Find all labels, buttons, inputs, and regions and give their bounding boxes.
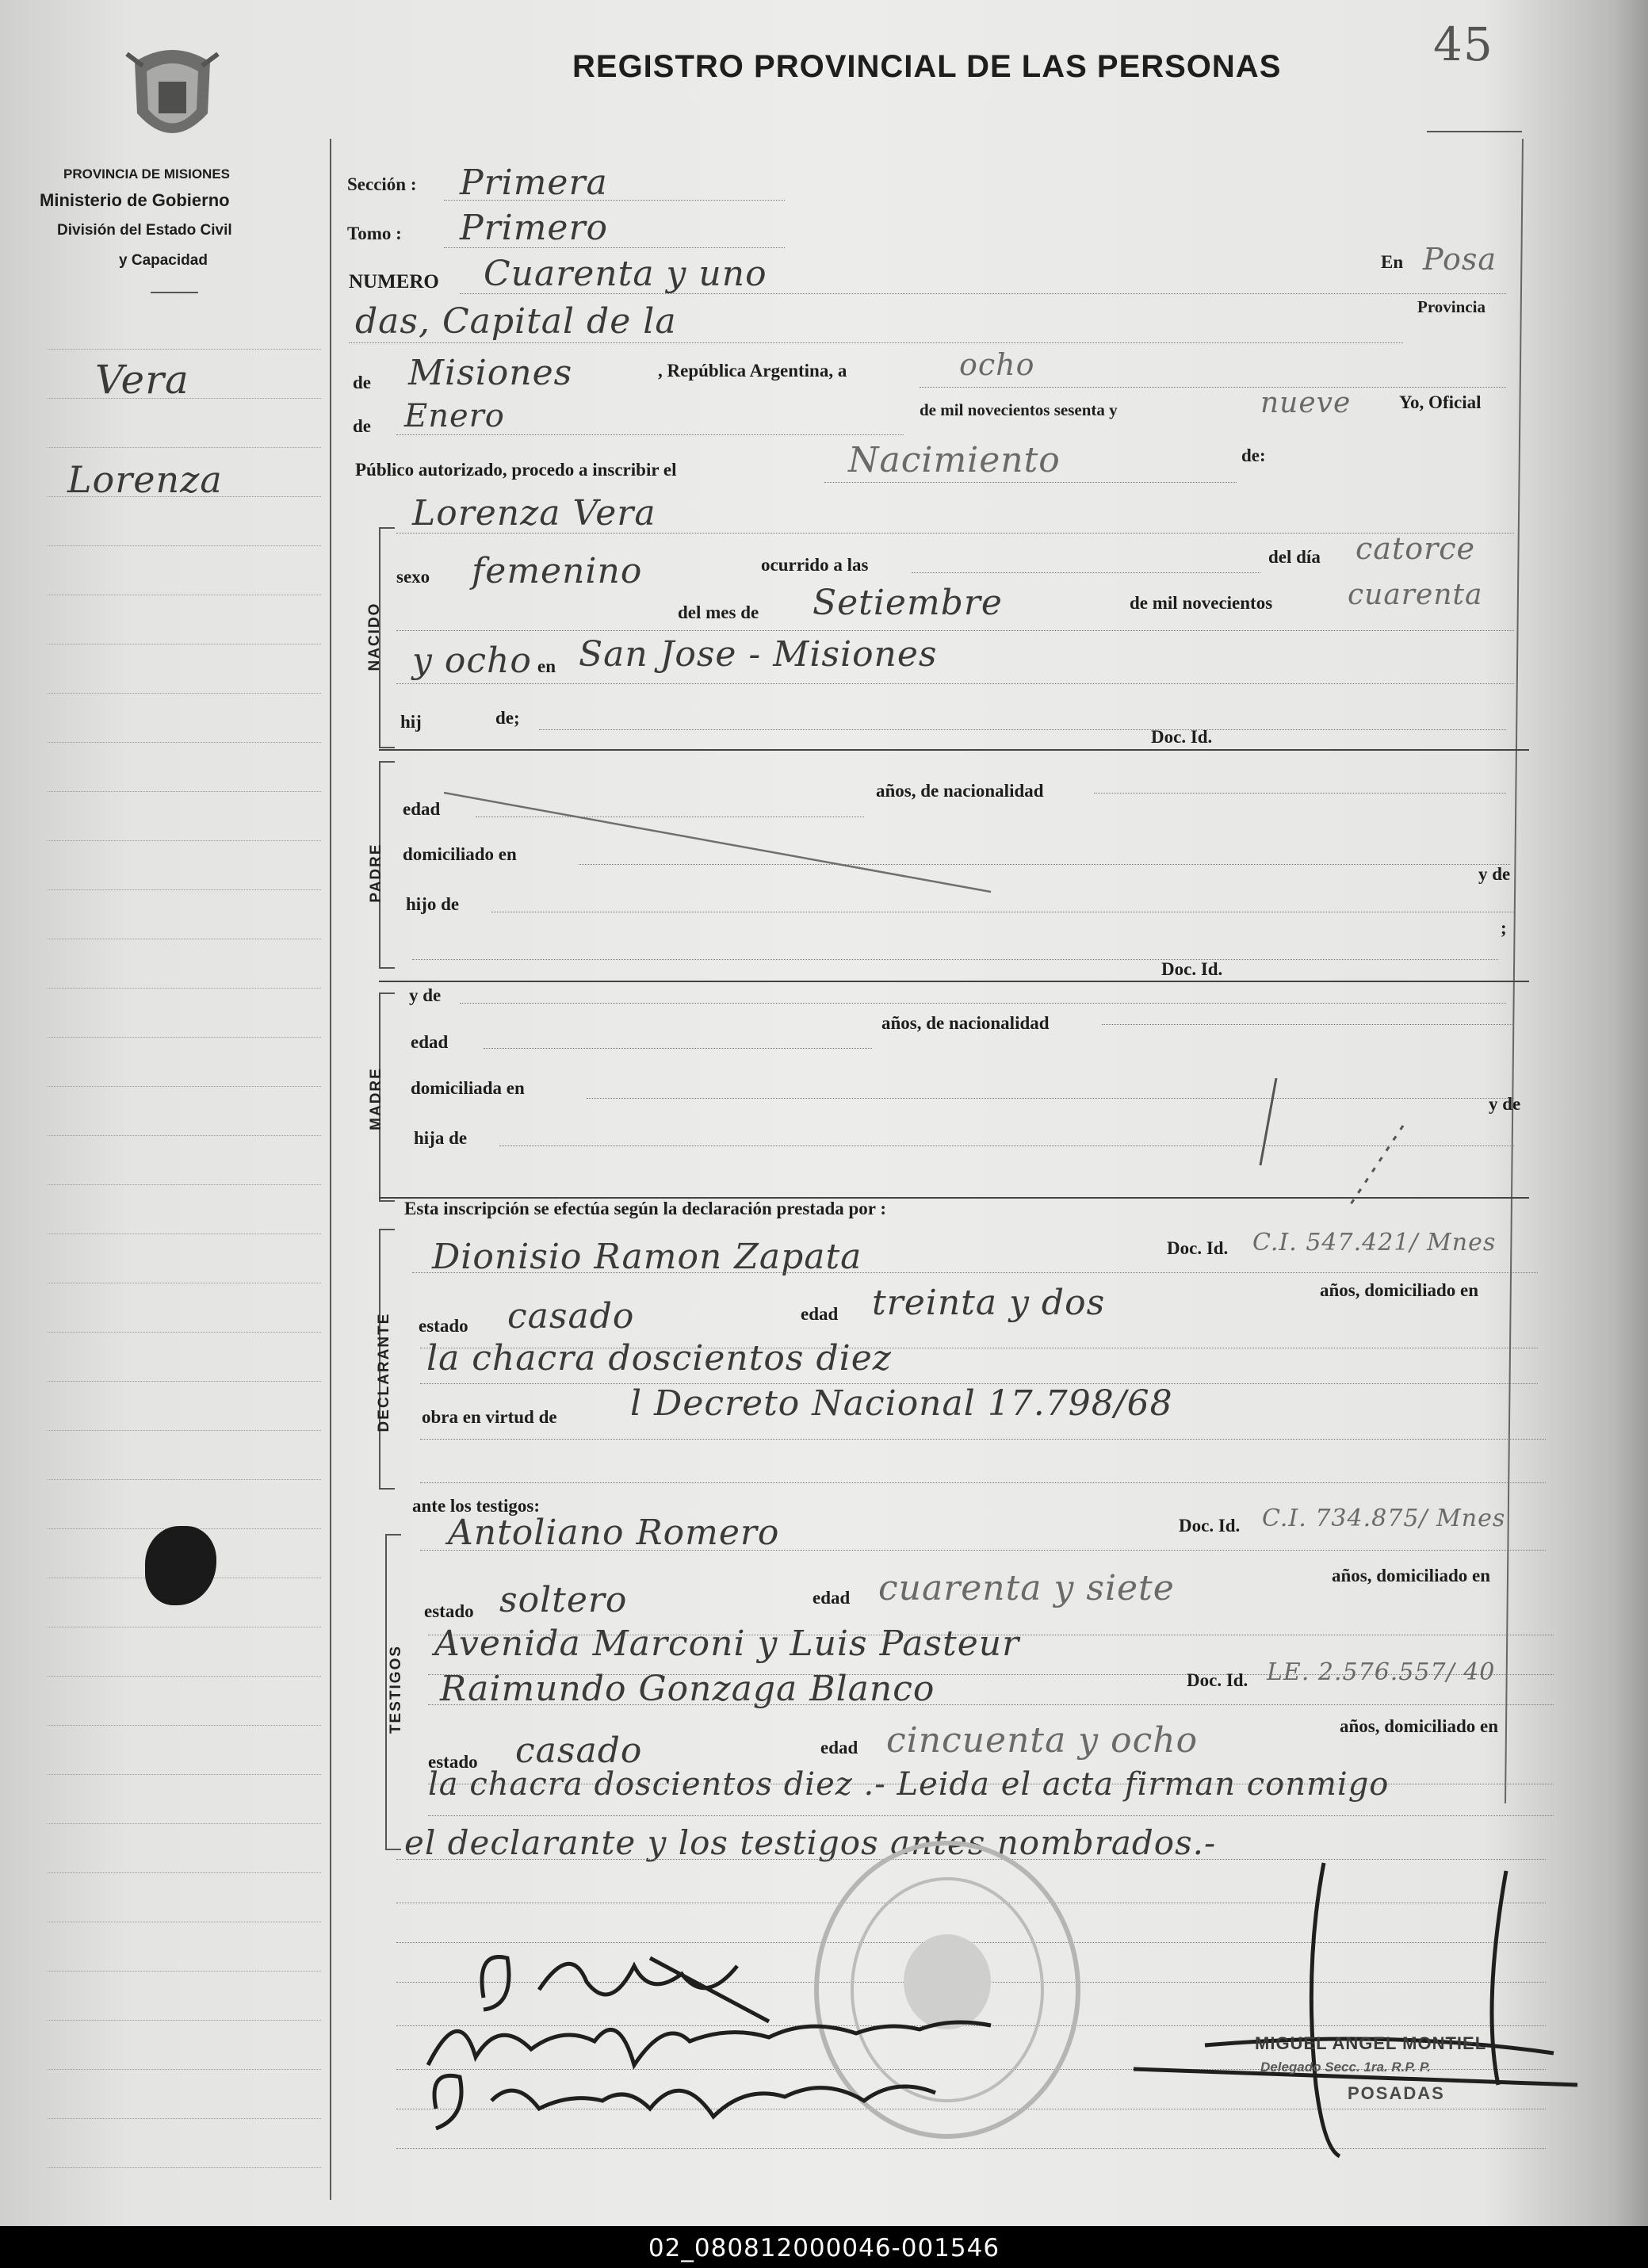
declarante-name: Dionisio Ramon Zapata [432, 1237, 862, 1277]
section-padre: PADRE [368, 843, 384, 903]
testigo2-name: Raimundo Gonzaga Blanco [440, 1669, 935, 1709]
stamp-name: MIGUEL ANGEL MONTIEL [1255, 2033, 1487, 2053]
margin-line [48, 644, 321, 645]
margin-line [48, 595, 321, 596]
section-nacido: NACIDO [366, 602, 383, 671]
margin-line [48, 693, 321, 694]
seccion-label: Sección : [347, 174, 417, 194]
nacido-doc-label: Doc. Id. [1151, 727, 1213, 747]
office-divider [151, 292, 198, 293]
section-testigos: TESTIGOS [388, 1644, 404, 1734]
office-line-4: y Capacidad [119, 252, 208, 269]
section-madre: MADRE [368, 1067, 384, 1130]
day-value: ocho [959, 347, 1035, 382]
ocurrido-label: ocurrido a las [761, 555, 869, 575]
margin-line [48, 1725, 321, 1727]
anio-b-value: y ocho [412, 641, 532, 681]
city-value: das, Capital de la [355, 301, 677, 342]
margin-line [48, 545, 321, 547]
madre-dom-label: domiciliada en [411, 1078, 525, 1098]
margin-line [48, 1872, 321, 1874]
stamp-role: Delegado Secc. 1ra. R.P. P. [1260, 2060, 1431, 2075]
declarante-estado: casado [507, 1296, 635, 1337]
folio-number: 45 [1433, 17, 1493, 71]
office-line-2: Ministerio de Gobierno [40, 190, 230, 210]
month-value: Enero [404, 398, 505, 434]
sexo-label: sexo [396, 567, 430, 587]
person-name: Lorenza Vera [412, 493, 656, 534]
closing-text: el declarante y los testigos antes nombrados.- [404, 1823, 1217, 1862]
ink-blot [145, 1526, 216, 1605]
margin-line [48, 1381, 321, 1383]
lugar-value: San Jose - Misiones [579, 634, 938, 675]
obra-value: l Decreto Nacional 17.798/68 [630, 1383, 1173, 1424]
en-value: Posa [1423, 242, 1497, 277]
testigo2-edad-label: edad [820, 1738, 858, 1757]
declarante-estado-label: estado [419, 1316, 468, 1336]
declarante-doc-label: Doc. Id. [1167, 1238, 1229, 1258]
margin-line [48, 1135, 321, 1137]
margin-line [48, 1676, 321, 1677]
testigo2-estado: casado [515, 1731, 643, 1771]
year-label: de mil novecientos sesenta y [920, 400, 1118, 419]
padre-edad-label: edad [403, 799, 441, 819]
hij-label: hij [400, 712, 422, 732]
dia-value: catorce [1355, 531, 1476, 566]
margin-line [48, 2069, 321, 2071]
de2-label: de [353, 416, 371, 436]
obra-label: obra en virtud de [422, 1407, 557, 1427]
margin-line [48, 1086, 321, 1088]
madre-yde-top-label: y de [409, 985, 442, 1005]
margin-line [48, 1823, 321, 1825]
padre-dom-label: domiciliado en [403, 844, 517, 864]
margin-line [48, 1774, 321, 1776]
anio-a-value: cuarenta [1348, 579, 1483, 611]
section-declarante: DECLARANTE [376, 1312, 392, 1432]
stamp-city: POSADAS [1348, 2083, 1445, 2103]
testigo1-dom-label: años, domiciliado en [1332, 1566, 1491, 1585]
mil-label: de mil novecientos [1130, 593, 1273, 613]
margin-surname: Vera [95, 357, 189, 403]
provincial-crest-icon [119, 38, 226, 157]
right-border [1505, 139, 1524, 1803]
madre-anios-label: años, de nacionalidad [881, 1013, 1050, 1033]
margin-line [48, 349, 321, 350]
padre-yde-label: y de [1478, 864, 1511, 884]
signature-blanco [412, 2053, 967, 2140]
scan-reference: 02_080812000046-001546 [648, 2234, 1000, 2262]
oficial-label: Yo, Oficial [1399, 392, 1482, 412]
numero-label: NUMERO [349, 271, 439, 293]
margin-line [48, 1283, 321, 1284]
act-value: Nacimiento [848, 440, 1061, 480]
margin-line [48, 1430, 321, 1432]
del-dia-label: del día [1268, 547, 1321, 567]
testigo2-doc: LE. 2.576.557/ 40 [1267, 1658, 1496, 1686]
margin-line [48, 742, 321, 744]
margin-line [48, 1037, 321, 1038]
right-tick [1427, 131, 1522, 132]
testigo1-edad: cuarenta y siete [878, 1568, 1175, 1608]
margin-line [48, 2167, 321, 2169]
testigo1-doc-label: Doc. Id. [1179, 1516, 1241, 1536]
padre-hijo-label: hijo de [406, 894, 460, 914]
margin-line [48, 939, 321, 940]
testigo2-domicilio: la chacra doscientos diez .- Leida el acta firman conmigo [428, 1766, 1390, 1803]
testigo1-edad-label: edad [813, 1588, 851, 1608]
margin-line [48, 889, 321, 891]
margin-line [48, 840, 321, 842]
en-lugar-label: en [537, 656, 556, 676]
declarante-edad-label: edad [801, 1304, 839, 1324]
margin-line [48, 1233, 321, 1235]
margin-line [48, 1479, 321, 1481]
margin-line [48, 1971, 321, 1972]
seccion-value: Primera [460, 163, 608, 203]
page-title: REGISTRO PROVINCIAL DE LAS PERSONAS [572, 49, 1282, 84]
margin-given-name: Lorenza [67, 458, 223, 501]
mes-label: del mes de [678, 602, 759, 622]
madre-strike [1221, 1078, 1419, 1213]
testigo1-estado-label: estado [424, 1601, 474, 1621]
madre-yde-label: y de [1489, 1094, 1521, 1114]
margin-line [48, 988, 321, 989]
margin-line [48, 447, 321, 449]
tomo-label: Tomo : [347, 224, 402, 243]
margin-line [48, 1184, 321, 1186]
declarante-intro: Esta inscripción se efectúa según la declaración prestada por : [404, 1199, 886, 1218]
de-label: de [353, 373, 371, 392]
madre-edad-label: edad [411, 1032, 449, 1052]
province-value: Misiones [408, 353, 573, 393]
padre-doc-label: Doc. Id. [1161, 959, 1223, 979]
de3-label: de: [1241, 446, 1266, 465]
scan-footer-bar [0, 2226, 1648, 2268]
padre-anios-label: años, de nacionalidad [876, 781, 1044, 801]
tomo-value: Primero [460, 208, 608, 248]
en-label: En [1381, 252, 1404, 272]
margin-line [48, 2020, 321, 2021]
mes-value: Setiembre [813, 583, 1003, 623]
declarante-doc: C.I. 547.421/ Mnes [1252, 1229, 1497, 1256]
office-line-3: División del Estado Civil [57, 222, 232, 239]
signature-official [1110, 1847, 1585, 2164]
testigos-intro: ante los testigos: [412, 1496, 540, 1516]
hij-de-label: de; [495, 708, 520, 728]
testigo2-doc-label: Doc. Id. [1187, 1670, 1248, 1690]
declarante-dom-label: años, domiciliado en [1320, 1280, 1479, 1300]
declarante-edad: treinta y dos [872, 1283, 1106, 1323]
declarante-domicilio: la chacra doscientos diez [426, 1338, 892, 1379]
publico-label: Público autorizado, procedo a inscribir el [355, 460, 677, 480]
testigo1-name: Antoliano Romero [448, 1513, 780, 1553]
republica-label: , República Argentina, a [658, 361, 847, 381]
padre-semicolon: ; [1501, 918, 1507, 938]
testigo2-dom-label: años, domiciliado en [1340, 1716, 1499, 1736]
year-value: nueve [1260, 387, 1352, 419]
margin-line [48, 791, 321, 793]
margin-line [48, 1922, 321, 1923]
testigo2-estado-label: estado [428, 1752, 478, 1772]
margin-rule [330, 139, 331, 2200]
padre-strike [444, 785, 999, 896]
testigo1-estado: soltero [499, 1580, 628, 1620]
provincia-label: Provincia [1417, 297, 1485, 316]
margin-line [48, 1332, 321, 1333]
testigo2-edad: cincuenta y ocho [886, 1720, 1199, 1761]
margin-line [48, 1627, 321, 1628]
office-line-1: PROVINCIA DE MISIONES [63, 166, 231, 182]
testigo1-doc: C.I. 734.875/ Mnes [1262, 1505, 1506, 1532]
madre-hija-label: hija de [414, 1128, 468, 1148]
numero-value: Cuarenta y uno [484, 254, 767, 294]
testigo1-domicilio: Avenida Marconi y Luis Pasteur [434, 1624, 1020, 1664]
sexo-value: femenino [472, 551, 643, 591]
margin-line [48, 2118, 321, 2120]
